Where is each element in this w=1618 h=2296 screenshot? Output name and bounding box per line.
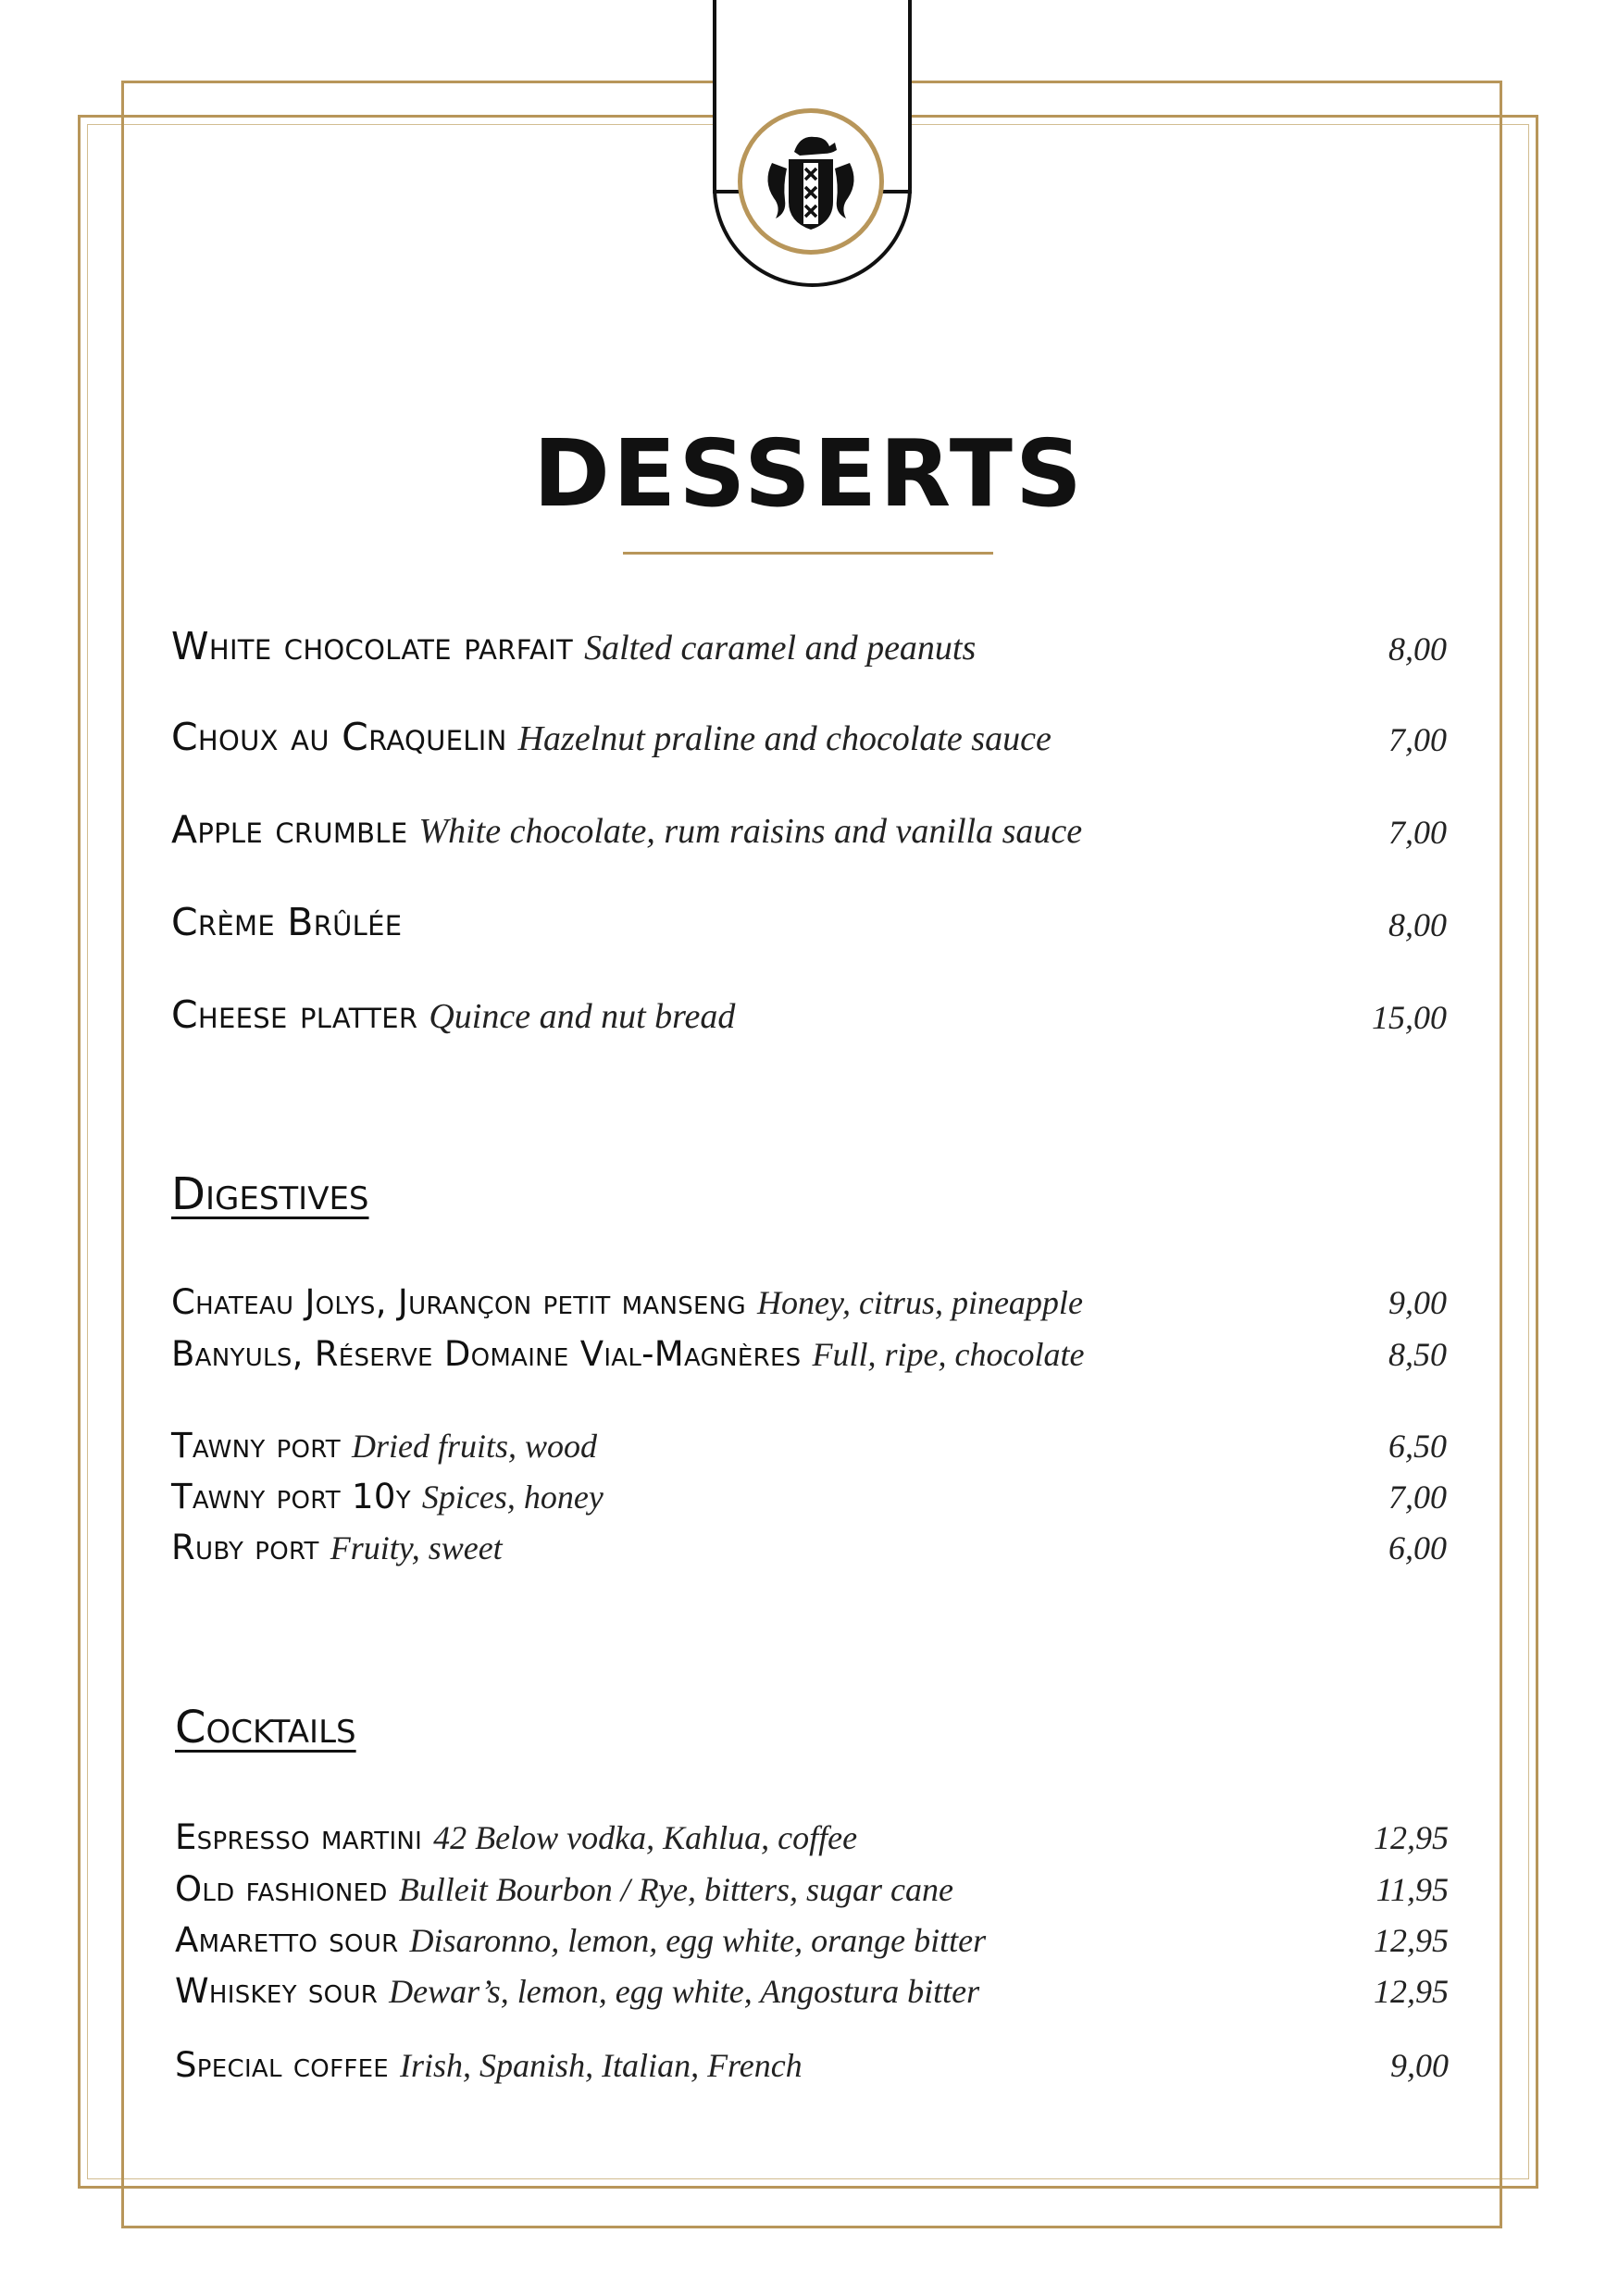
item-price: 9,00 xyxy=(1388,1284,1447,1321)
menu-item xyxy=(171,1478,1447,1526)
title-underline xyxy=(623,552,993,555)
item-name: Amaretto sour Disaronno, lemon, egg white, orange bitter xyxy=(175,1920,987,1960)
item-price: 11,95 xyxy=(1375,1871,1449,1908)
item-name: Crème Brûlée xyxy=(171,900,403,944)
item-description: Salted caramel and peanuts xyxy=(584,629,977,668)
menu-item xyxy=(175,1972,1449,2020)
item-price: 9,00 xyxy=(1390,2047,1449,2084)
item-name: Choux au Craquelin Hazelnut praline and chocolate sauce xyxy=(171,715,1052,759)
item-price: 6,00 xyxy=(1388,1529,1447,1566)
menu-item xyxy=(175,1870,1449,1918)
item-name: Apple crumble White chocolate, rum raisins and vanilla sauce xyxy=(171,807,1083,852)
menu-item xyxy=(171,894,1447,954)
menu-item xyxy=(171,709,1447,768)
item-name: Old fashioned Bulleit Bourbon / Rye, bitters, sugar cane xyxy=(175,1869,953,1909)
menu-item xyxy=(171,1529,1447,1577)
item-name: Whiskey sour Dewar’s, lemon, egg white, Angostura bitter xyxy=(175,1971,980,2011)
menu-item xyxy=(175,1921,1449,1969)
menu-item xyxy=(171,1283,1447,1331)
item-price: 12,95 xyxy=(1374,1922,1449,1959)
item-description: 42 Below vodka, Kahlua, coffee xyxy=(433,1819,858,1856)
item-price: 7,00 xyxy=(1388,1479,1447,1516)
item-name: Chateau Jolys, Jurançon petit manseng Honey, citrus, pineapple xyxy=(171,1282,1083,1322)
item-description: Bulleit Bourbon / Rye, bitters, sugar cane xyxy=(398,1871,953,1908)
item-price: 8,00 xyxy=(1388,630,1447,668)
logo-medallion xyxy=(738,108,884,255)
item-description: Disaronno, lemon, egg white, orange bitter xyxy=(409,1922,987,1959)
item-description: Hazelnut praline and chocolate sauce xyxy=(517,719,1052,758)
item-description: Spices, honey xyxy=(421,1479,604,1516)
item-price: 15,00 xyxy=(1372,999,1447,1036)
item-description: Dried fruits, wood xyxy=(351,1428,597,1465)
item-description: Quince and nut bread xyxy=(429,997,736,1036)
menu-item xyxy=(175,2046,1449,2094)
item-price: 7,00 xyxy=(1388,814,1447,851)
menu-item xyxy=(175,1818,1449,1866)
item-name: Ruby port Fruity, sweet xyxy=(171,1528,503,1567)
item-price: 12,95 xyxy=(1374,1973,1449,2010)
item-price: 6,50 xyxy=(1388,1428,1447,1465)
menu-item xyxy=(171,987,1447,1046)
menu-item xyxy=(171,1427,1447,1475)
item-description: Full, ripe, chocolate xyxy=(812,1336,1085,1373)
item-price: 8,00 xyxy=(1388,906,1447,943)
item-price: 7,00 xyxy=(1388,721,1447,758)
item-name: Tawny port 10y Spices, honey xyxy=(171,1477,604,1516)
item-name: Espresso martini 42 Below vodka, Kahlua, coffee xyxy=(175,1817,858,1857)
menu-item xyxy=(171,618,1447,678)
item-price: 8,50 xyxy=(1388,1336,1447,1373)
item-price: 12,95 xyxy=(1374,1819,1449,1856)
item-description: Dewar’s, lemon, egg white, Angostura bitter xyxy=(389,1973,980,2010)
item-description: Honey, citrus, pineapple xyxy=(756,1284,1083,1321)
item-description: Irish, Spanish, Italian, French xyxy=(400,2047,803,2084)
item-name: Special coffee Irish, Spanish, Italian, French xyxy=(175,2045,803,2085)
section-title-cocktails: Cocktails xyxy=(175,1702,356,1753)
menu-item xyxy=(171,1335,1447,1383)
menu-item xyxy=(171,802,1447,861)
item-name: Banyuls, Réserve Domaine Vial-Magnères Full, ripe, chocolate xyxy=(171,1334,1085,1374)
amsterdam-crest-icon xyxy=(759,126,863,237)
page-title: DESSERTS xyxy=(533,419,1085,528)
item-name: White chocolate parfait Salted caramel and peanuts xyxy=(171,624,977,668)
item-description: Fruity, sweet xyxy=(330,1529,503,1566)
item-name: Tawny port Dried fruits, wood xyxy=(171,1426,597,1466)
item-name: Cheese platter Quince and nut bread xyxy=(171,992,736,1037)
item-description: White chocolate, rum raisins and vanilla sauce xyxy=(418,812,1083,851)
section-title-digestives: Digestives xyxy=(171,1168,369,1220)
